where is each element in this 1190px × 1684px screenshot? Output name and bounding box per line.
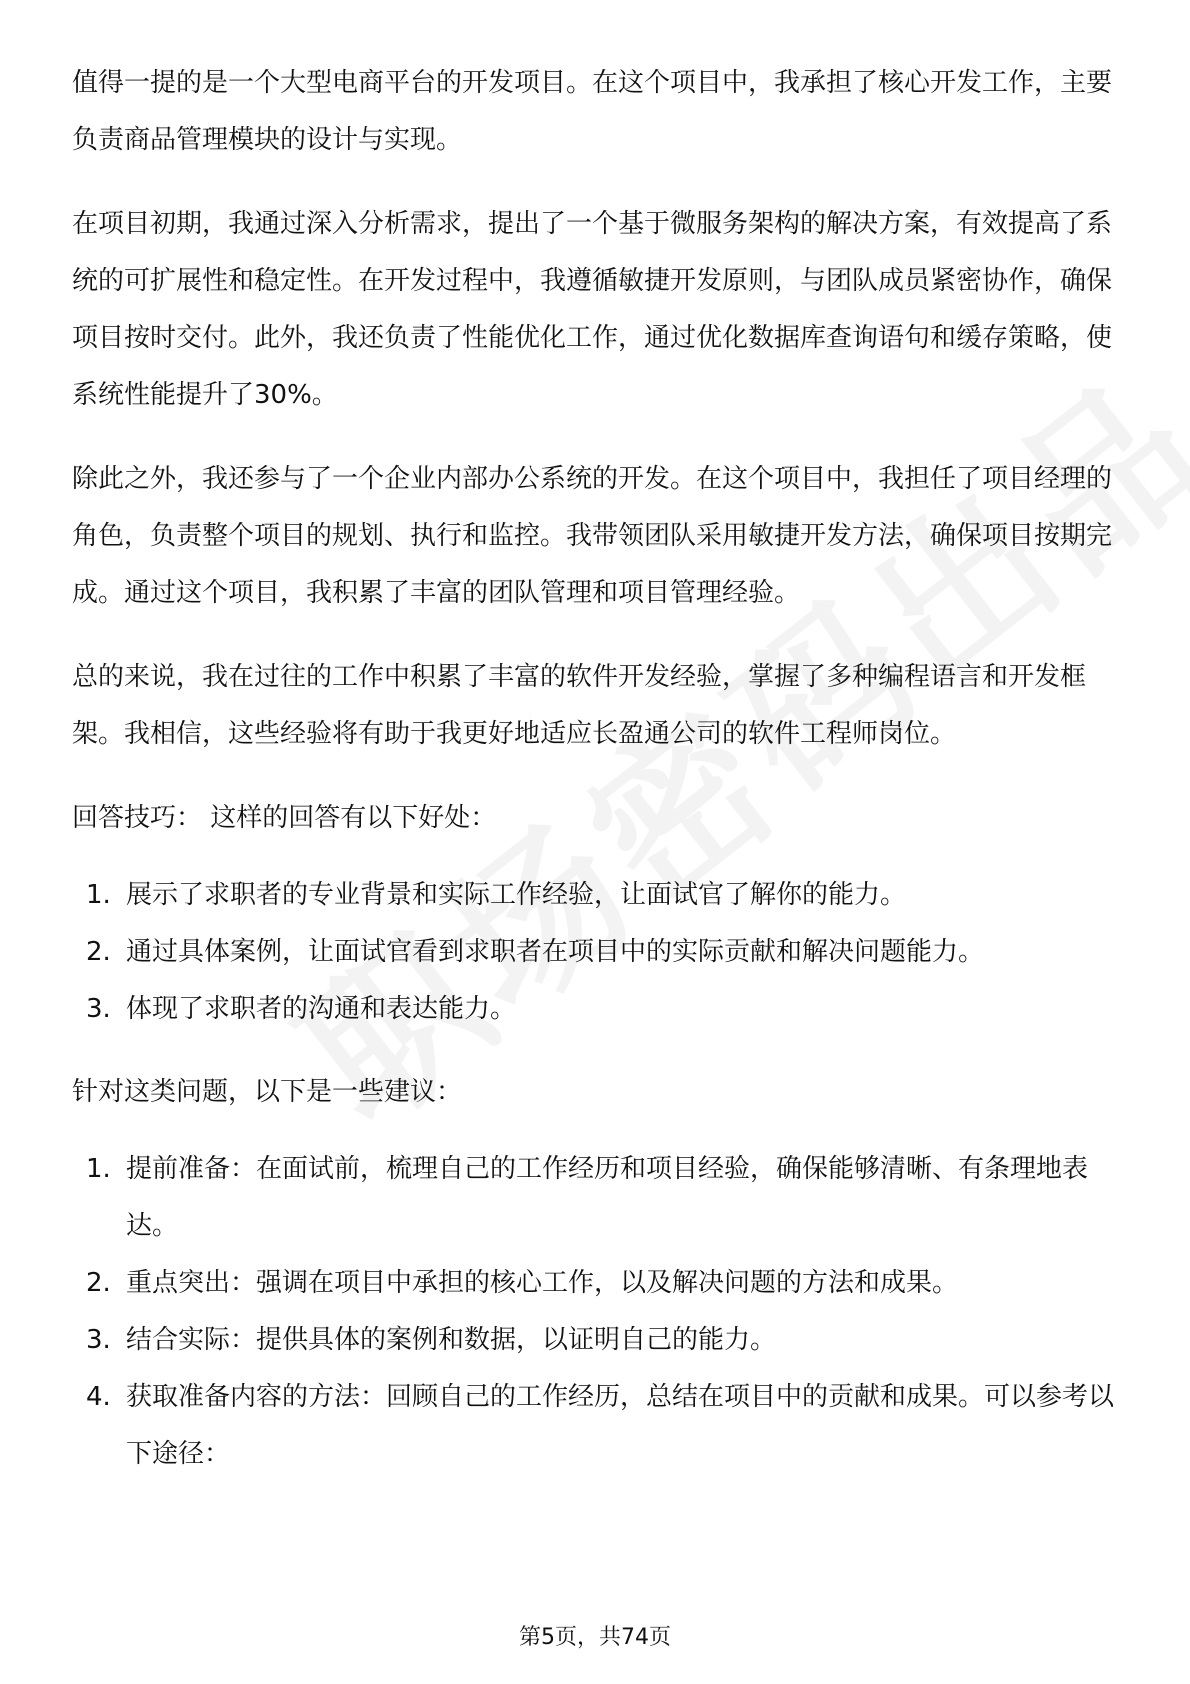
list-item	[72, 1312, 1122, 1369]
list-number: 2.	[86, 1268, 111, 1298]
page-content	[72, 55, 1122, 1509]
list-item	[72, 981, 1122, 1038]
paragraph: 值得一提的是一个大型电商平台的开发项目。在这个项目中，我承担了核心开发工作，主要负责商品管理模块的设计与实现。	[72, 68, 1113, 155]
list-text: 通过具体案例，让面试官看到求职者在项目中的实际贡献和解决问题能力。	[126, 937, 985, 967]
list-number: 4.	[86, 1382, 111, 1412]
tips-list	[72, 867, 1122, 1038]
list-item	[72, 924, 1122, 981]
list-item	[72, 867, 1122, 924]
list-text: 重点突出：强调在项目中承担的核心工作，以及解决问题的方法和成果。	[126, 1268, 959, 1298]
list-text: 提前准备：在面试前，梳理自己的工作经历和项目经验，确保能够清晰、有条理地表达。	[126, 1154, 1089, 1241]
list-number: 1.	[86, 1154, 111, 1184]
list-text: 体现了求职者的沟通和表达能力。	[126, 994, 517, 1024]
list-text: 获取准备内容的方法：回顾自己的工作经历，总结在项目中的贡献和成果。可以参考以下途径：	[126, 1382, 1115, 1469]
paragraph: 在项目初期，我通过深入分析需求，提出了一个基于微服务架构的解决方案，有效提高了系统的可扩展性和稳定性。在开发过程中，我遵循敏捷开发原则，与团队成员紧密协作，确保项目按时交付。此外，我还负责了性能优化工作，通过优化数据库查询语句和缓存策略，使系统性能提升了30%。	[72, 209, 1113, 410]
paragraph: 总的来说，我在过往的工作中积累了丰富的软件开发经验，掌握了多种编程语言和开发框架。我相信，这些经验将有助于我更好地适应长盈通公司的软件工程师岗位。	[72, 662, 1087, 749]
advice-intro: 针对这类问题，以下是一些建议：	[72, 1077, 463, 1107]
list-item	[72, 1255, 1122, 1312]
list-number: 3.	[86, 1325, 111, 1355]
list-text: 结合实际：提供具体的案例和数据，以证明自己的能力。	[126, 1325, 777, 1355]
advice-list	[72, 1141, 1122, 1483]
list-item	[72, 1141, 1122, 1255]
list-number: 1.	[86, 880, 111, 910]
list-number: 2.	[86, 937, 111, 967]
list-item	[72, 1369, 1122, 1483]
tips-intro: 回答技巧： 这样的回答有以下好处：	[72, 803, 497, 833]
list-number: 3.	[86, 994, 111, 1024]
page-number: 第5页，共74页	[519, 1625, 671, 1650]
list-text: 展示了求职者的专业背景和实际工作经验，让面试官了解你的能力。	[126, 880, 907, 910]
paragraph: 除此之外，我还参与了一个企业内部办公系统的开发。在这个项目中，我担任了项目经理的角色，负责整个项目的规划、执行和监控。我带领团队采用敏捷开发方法，确保项目按期完成。通过这个项目，我积累了丰富的团队管理和项目管理经验。	[72, 464, 1113, 608]
